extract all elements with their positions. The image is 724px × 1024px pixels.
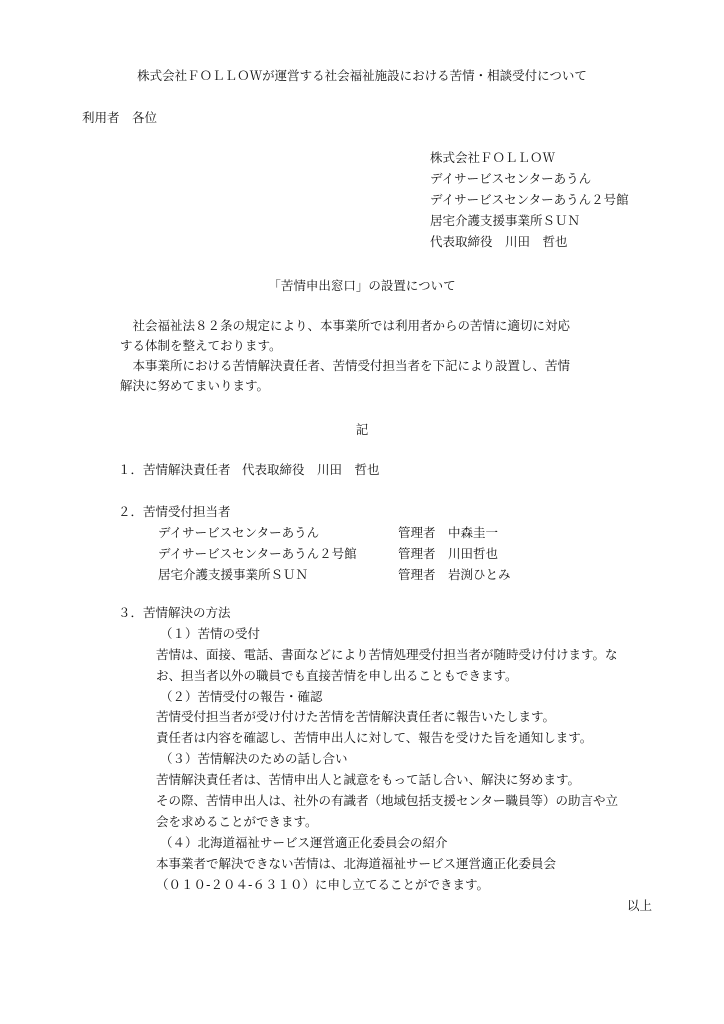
intro-paragraph — [120, 318, 570, 398]
item1-value: 代表取締役 川田 哲也 — [242, 462, 380, 477]
sender-block — [430, 150, 629, 255]
method-subheading: （４）北海道福祉サービス運営適正化委員会の紹介 — [160, 834, 448, 850]
method-text: その際、苦情申出人は、社外の有識者（地域包括支援センター職員等）の助言や立 — [156, 793, 619, 809]
method-text: 責任者は内容を確認し、苦情申出人に対して、報告を受けた旨を通知します。 — [156, 730, 593, 746]
method-text: お、担当者以外の職員でも直接苦情を申し出ることもできます。 — [156, 667, 518, 683]
method-subheading: （１）苦情の受付 — [160, 625, 261, 641]
sender-facility-3: 居宅介護支援事業所ＳＵＮ — [430, 213, 581, 228]
intro-line: する体制を整えております。 — [120, 338, 282, 353]
receiver-place: デイサービスセンターあうん — [158, 525, 320, 540]
method-text: 本事業者で解決できない苦情は、北海道福祉サービス運営適正化委員会 — [156, 855, 557, 871]
receiver-place: 居宅介護支援事業所ＳＵＮ — [158, 567, 309, 582]
ki-marker: 記 — [355, 422, 369, 437]
method-subheading: （３）苦情解決のための話し合い — [160, 751, 348, 767]
item1-heading: １．苦情解決責任者 — [118, 462, 231, 477]
sender-facility-1: デイサービスセンターあうん — [430, 171, 592, 186]
method-text: 会を求めることができます。 — [156, 813, 318, 829]
intro-line: 本事業所における苦情解決責任者、苦情受付担当者を下記により設置し、苦情 — [120, 358, 571, 373]
method-subheading: （２）苦情受付の報告・確認 — [160, 688, 323, 704]
method-text: 苦情解決責任者は、苦情申出人と誠意をもって話し合い、解決に努めます。 — [156, 772, 581, 788]
receiver-person: 管理者 中森圭一 — [398, 525, 499, 540]
receiver-row — [118, 525, 511, 546]
item-resolution-method — [118, 605, 618, 897]
intro-line: 解決に努めてまいります。 — [120, 378, 270, 393]
closing-mark: 以上 — [626, 898, 652, 913]
method-text: （０１０-２０４-６３１０）に申し立てることができます。 — [156, 876, 490, 892]
receiver-row — [118, 546, 511, 567]
item3-heading: ３．苦情解決の方法 — [118, 605, 231, 620]
item-complaint-resolver — [118, 462, 380, 478]
method-text: 苦情は、面接、電話、書面などにより苦情処理受付担当者が随時受け付けます。な — [156, 646, 618, 662]
sender-facility-2: デイサービスセンターあうん２号館 — [430, 192, 629, 207]
receiver-person: 管理者 川田哲也 — [398, 546, 499, 561]
receiver-place: デイサービスセンターあうん２号館 — [158, 546, 357, 561]
section-title: 「苦情申出窓口」の設置について — [268, 278, 456, 293]
sender-company: 株式会社ＦＯＬＬＯＷ — [430, 150, 556, 165]
addressee: 利用者 各位 — [82, 110, 158, 125]
sender-representative: 代表取締役 川田 哲也 — [430, 234, 568, 249]
item2-heading: ２．苦情受付担当者 — [118, 504, 231, 519]
item-complaint-receivers — [118, 504, 511, 588]
document-title: 株式会社ＦＯＬＬＯＷが運営する社会福祉施設における苦情・相談受付について — [137, 68, 587, 83]
method-text: 苦情受付担当者が受け付けた苦情を苦情解決責任者に報告いたします。 — [156, 709, 556, 725]
receiver-row — [118, 567, 511, 588]
intro-line: 社会福祉法８２条の規定により、本事業所では利用者からの苦情に適切に対応 — [120, 318, 571, 333]
receiver-person: 管理者 岩渕ひとみ — [398, 567, 511, 582]
